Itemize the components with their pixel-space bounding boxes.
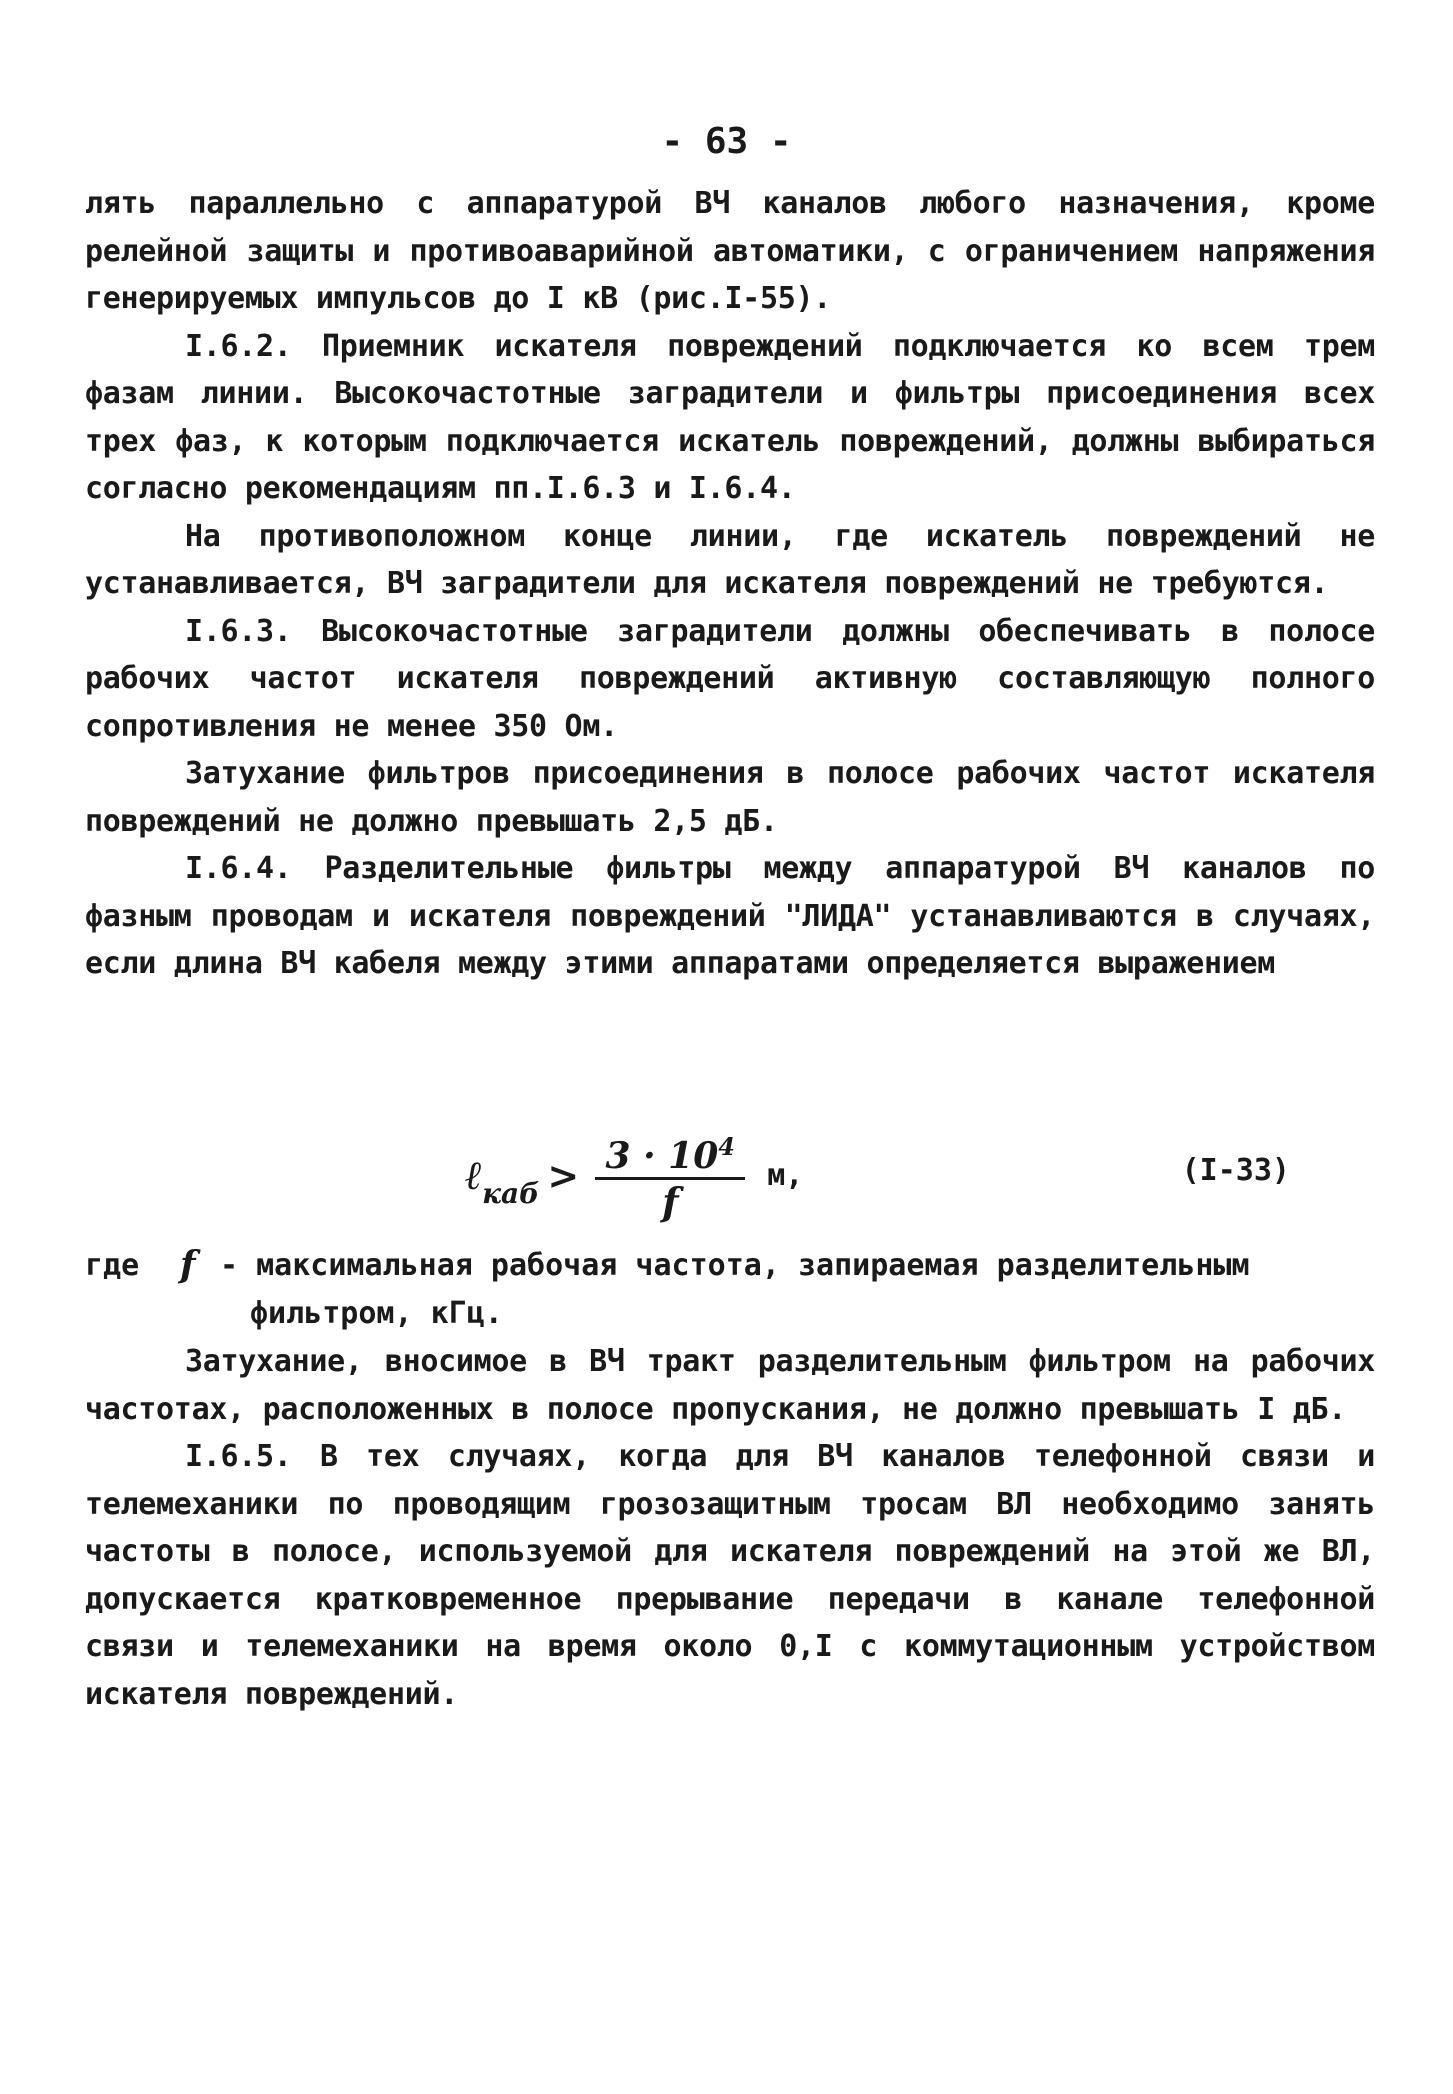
paragraph-separation-attenuation: Затухание, вносимое в ВЧ тракт разделительным фильтром на рабочих частотах, расположенных в полосе пропускания, не должно превышать I дБ. (85, 1344, 1375, 1427)
paragraph-1-6-3: I.6.3. Высокочастотные заградители должны обеспечивать в полосе рабочих частот искателя повреждений активную составляющую полного сопротивления не менее 350 Ом. (85, 613, 1375, 744)
paragraph-attenuation: Затухание фильтров присоединения в полосе рабочих частот искателя повреждений не должно превышать 2,5 дБ. (85, 756, 1375, 839)
formula-cable-length (465, 1125, 803, 1225)
where-word: где (85, 1248, 140, 1283)
paragraph-1-6-2: I.6.2. Приемник искателя повреждений подключается ко всем трем фазам линии. Высокочастотные заградители и фильтры присоединения всех трех фаз, к которым подключается искатель повреждений, должны выбираться согласно рекомендациям пп.I.6.3 и I.6.4. (85, 328, 1375, 506)
formula-fraction (595, 1126, 745, 1224)
formula-lhs-subscript: каб (482, 1176, 540, 1210)
formula-lhs-symbol: ℓ (465, 1151, 483, 1199)
where-clause (85, 1242, 1375, 1337)
formula-relation: > (547, 1152, 580, 1198)
paragraph-1-6-5: I.6.5. В тех случаях, когда для ВЧ каналов телефонной связи и телемеханики по проводящим грозозащитным тросам ВЛ необходимо занять частоты в полосе, используемой для искателя повреждений на этой же ВЛ, допускается кратковременное прерывание передачи в канале телефонной связи и телемеханики на время около 0,I с коммутационным устройством искателя повреждений. (85, 1439, 1375, 1712)
paragraph-opposite-end: На противоположном конце линии, где искатель повреждений не устанавливается, ВЧ заградители для искателя повреждений не требуются. (85, 518, 1375, 601)
text-block-top (85, 180, 1375, 988)
formula-numerator-exponent: 4 (718, 1132, 735, 1161)
formula-lhs (465, 1151, 540, 1210)
formula-row (85, 1115, 1375, 1225)
where-definition-line1: - максимальная рабочая частота, запираемая разделительным (220, 1248, 1250, 1283)
where-line-1 (85, 1242, 1375, 1290)
where-definition-line2: фильтром, кГц. (250, 1295, 503, 1331)
formula-numerator-base: 3 · 10 (605, 1135, 719, 1177)
paragraph-1-6-4: I.6.4. Разделительные фильтры между аппаратурой ВЧ каналов по фазным проводам и искателя повреждений "ЛИДА" устанавливаются в случаях, если длина ВЧ кабеля между этими аппаратами определяется выражением (85, 851, 1375, 981)
page-number: - 63 - (661, 121, 792, 162)
formula-denominator: f (662, 1179, 679, 1224)
text-block-bottom (85, 1338, 1375, 1718)
equation-number: (I-33) (1181, 1153, 1290, 1188)
formula-numerator (600, 1126, 741, 1177)
where-symbol: f (180, 1244, 196, 1286)
formula-unit: м, (767, 1157, 804, 1193)
paragraph-continuation: лять параллельно с аппаратурой ВЧ каналов любого назначения, кроме релейной защиты и противоаварийной автоматики, с ограничением напряжения генерируемых импульсов до I кВ (рис.I-55). (85, 186, 1375, 316)
